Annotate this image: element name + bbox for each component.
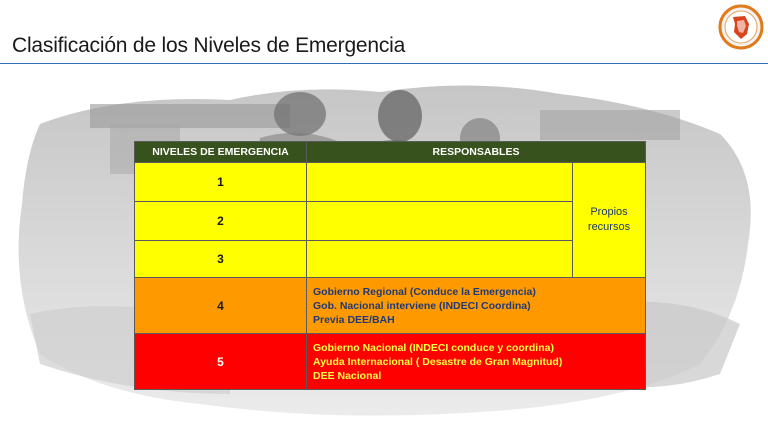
table-header-row	[135, 142, 646, 163]
responsable-line: Previa DEE/BAH	[313, 313, 395, 326]
peru-shield-logo-icon	[718, 4, 764, 50]
responsable-line: Gobierno Nacional (INDECI conduce y coordina)	[313, 341, 554, 354]
header-responsables: RESPONSABLES	[307, 142, 646, 163]
header-levels: NIVELES DE EMERGENCIA	[135, 142, 307, 163]
responsable-line: Ayuda Internacional ( Desastre de Gran Magnitud)	[313, 355, 563, 368]
responsables-cell	[307, 334, 646, 390]
level-cell: 3	[135, 241, 307, 278]
level-cell: 4	[135, 278, 307, 334]
responsables-cell	[307, 202, 573, 241]
propios-line1: Propios	[590, 206, 628, 218]
responsable-line: DEE Nacional	[313, 369, 382, 382]
table-row-level-4	[135, 278, 646, 334]
level-cell: 5	[135, 334, 307, 390]
responsable-line: Gobierno Regional (Conduce la Emergencia)	[313, 285, 536, 298]
emergency-levels-table	[134, 141, 646, 390]
level-cell: 2	[135, 202, 307, 241]
responsable-line: Gob. Nacional interviene (INDECI Coordina)	[313, 299, 531, 312]
table-row-level-5	[135, 334, 646, 390]
responsables-cell	[307, 241, 573, 278]
table-row-level-1	[135, 163, 646, 202]
propios-line2: recursos	[587, 221, 631, 233]
table-row-level-2	[135, 202, 646, 241]
level-cell: 1	[135, 163, 307, 202]
table-row-level-3	[135, 241, 646, 278]
slide-title: Clasificación de los Niveles de Emergencia	[12, 34, 406, 57]
responsables-cell	[307, 278, 646, 334]
propios-recursos-cell	[573, 163, 646, 278]
responsables-cell	[307, 163, 573, 202]
